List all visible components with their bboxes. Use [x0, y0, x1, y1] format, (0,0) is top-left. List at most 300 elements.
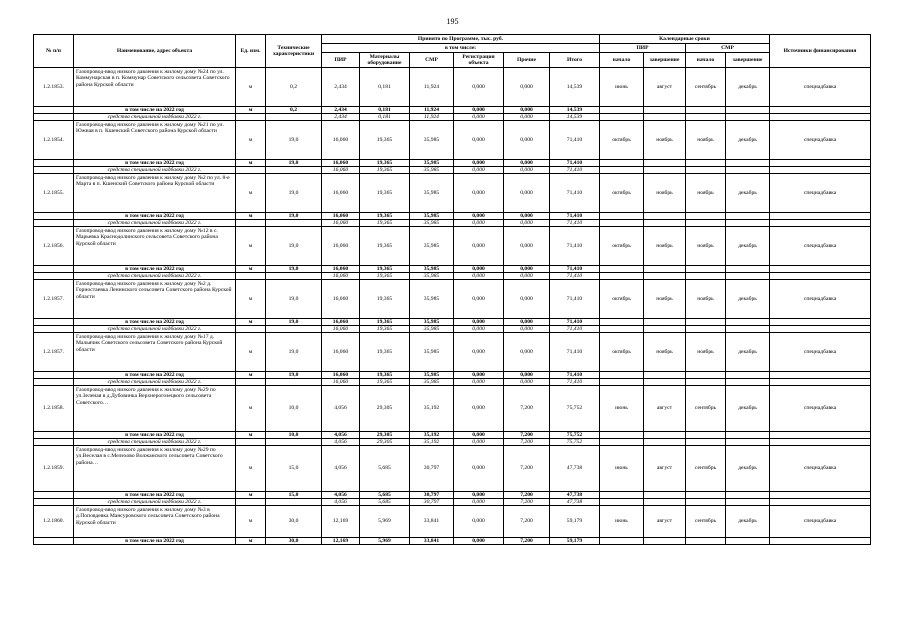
spec-reg: 0,000 [454, 220, 504, 227]
spec-empty [726, 273, 770, 280]
row-number: 1.2.1854. [34, 121, 74, 160]
subtotal-unit: м [236, 372, 266, 379]
subtotal-empty [600, 372, 644, 379]
subtotal-unit: м [236, 492, 266, 499]
unit: м [236, 333, 266, 372]
subtotal-smr: 30,797 [410, 492, 454, 499]
smr-value: 35,985 [410, 174, 454, 213]
subtotal-label: в том числе на 2022 год [74, 538, 236, 545]
spec-blank [34, 379, 74, 386]
table-row [34, 227, 871, 266]
subtotal-oth: 7,200 [504, 432, 550, 439]
special-surcharge-row [34, 114, 871, 121]
unit: м [236, 121, 266, 160]
col-start-pir: начало [600, 53, 644, 68]
tech-spec: 19,0 [266, 280, 322, 319]
other-value: 0,000 [504, 121, 550, 160]
subtotal-label: в том числе на 2022 год [74, 432, 236, 439]
smr-start: сентябрь [686, 446, 726, 492]
subtotal-mat: 29,305 [360, 432, 410, 439]
subtotal-row [34, 213, 871, 220]
pir-value: 16,060 [322, 333, 360, 372]
subtotal-smr: 35,985 [410, 266, 454, 273]
col-materials: Материалы оборудование [360, 53, 410, 68]
spec-empty [686, 220, 726, 227]
special-surcharge-row [34, 167, 871, 174]
funding-source: спецнадбавка [770, 121, 871, 160]
row-number: 1.2.1856. [34, 227, 74, 266]
spec-label: средства специальной надбавки 2022 г. [74, 439, 236, 446]
subtotal-reg: 0,000 [454, 266, 504, 273]
col-end-pir: завершение [644, 53, 686, 68]
pir-start: октябрь [600, 280, 644, 319]
total-value: 71,410 [550, 174, 600, 213]
subtotal-oth: 0,000 [504, 213, 550, 220]
spec-empty [266, 439, 322, 446]
spec-empty [686, 114, 726, 121]
pir-end: август [644, 506, 686, 538]
spec-oth: 0,000 [504, 379, 550, 386]
tech-spec: 30,0 [266, 506, 322, 538]
subtotal-empty [726, 432, 770, 439]
subtotal-empty [726, 372, 770, 379]
spec-pir: 16,060 [322, 326, 360, 333]
smr-start: сентябрь [686, 506, 726, 538]
pir-value: 16,060 [322, 280, 360, 319]
spec-empty [644, 273, 686, 280]
col-smr: СМР [410, 53, 454, 68]
pir-end: ноябрь [644, 333, 686, 372]
subtotal-unit: м [236, 319, 266, 326]
subtotal-empty [770, 432, 871, 439]
smr-end: декабрь [726, 227, 770, 266]
subtotal-empty [644, 107, 686, 114]
funding-source: спецнадбавка [770, 174, 871, 213]
col-start-smr: начало [686, 53, 726, 68]
spec-empty [726, 114, 770, 121]
subtotal-unit: м [236, 538, 266, 545]
spec-empty [236, 439, 266, 446]
subtotal-empty [600, 213, 644, 220]
other-value: 7,200 [504, 446, 550, 492]
subtotal-pir: 16,060 [322, 160, 360, 167]
subtotal-pir: 4,056 [322, 432, 360, 439]
table-body [34, 68, 871, 545]
subtotal-empty [600, 107, 644, 114]
subtotal-blank [34, 492, 74, 499]
special-surcharge-row [34, 326, 871, 333]
subtotal-empty [686, 538, 726, 545]
subtotal-pir: 4,056 [322, 492, 360, 499]
spec-empty [770, 326, 871, 333]
pir-end: ноябрь [644, 121, 686, 160]
subtotal-tech: 19,0 [266, 372, 322, 379]
materials-value: 5,685 [360, 446, 410, 492]
subtotal-label: в том числе на 2022 год [74, 160, 236, 167]
total-value: 71,410 [550, 121, 600, 160]
materials-value: 19,365 [360, 333, 410, 372]
subtotal-tech: 19,0 [266, 213, 322, 220]
subtotal-empty [770, 107, 871, 114]
subtotal-row [34, 538, 871, 545]
subtotal-empty [770, 319, 871, 326]
subtotal-row [34, 492, 871, 499]
materials-value: 0,181 [360, 68, 410, 107]
unit: м [236, 227, 266, 266]
subtotal-oth: 0,000 [504, 107, 550, 114]
tech-spec: 0,2 [266, 68, 322, 107]
other-value: 7,200 [504, 506, 550, 538]
subtotal-pir: 16,060 [322, 266, 360, 273]
spec-empty [266, 167, 322, 174]
spec-empty [686, 379, 726, 386]
col-unit: Ед. изм. [236, 35, 266, 68]
subtotal-tech: 19,0 [266, 319, 322, 326]
subtotal-empty [770, 266, 871, 273]
subtotal-unit: м [236, 266, 266, 273]
spec-empty [600, 326, 644, 333]
special-surcharge-row [34, 220, 871, 227]
spec-oth: 0,000 [504, 220, 550, 227]
materials-value: 19,365 [360, 227, 410, 266]
spec-empty [726, 326, 770, 333]
spec-oth: 7,200 [504, 499, 550, 506]
spec-mat: 19,365 [360, 220, 410, 227]
spec-empty [644, 220, 686, 227]
tech-spec: 19,0 [266, 174, 322, 213]
table-row [34, 386, 871, 432]
spec-smr: 35,985 [410, 167, 454, 174]
subtotal-blank [34, 266, 74, 273]
subtotal-reg: 0,000 [454, 107, 504, 114]
subtotal-mat: 0,181 [360, 107, 410, 114]
table-row [34, 333, 871, 372]
subtotal-label: в том числе на 2022 год [74, 492, 236, 499]
subtotal-blank [34, 160, 74, 167]
pir-start: октябрь [600, 227, 644, 266]
subtotal-empty [644, 319, 686, 326]
spec-pir: 2,434 [322, 114, 360, 121]
spec-empty [644, 379, 686, 386]
other-value: 0,000 [504, 227, 550, 266]
col-cal-pir: ПИР [600, 44, 686, 53]
spec-empty [644, 439, 686, 446]
row-number: 1.2.1853. [34, 68, 74, 107]
spec-label: средства специальной надбавки 2022 г. [74, 167, 236, 174]
subtotal-oth: 7,200 [504, 538, 550, 545]
row-number: 1.2.1859. [34, 446, 74, 492]
pir-end: ноябрь [644, 280, 686, 319]
object-name: Газопровод-ввод низкого давления к жилому дому №2 д. Горностаевка Ленинского сельсовета Советского района Курской области [74, 280, 236, 319]
col-accepted: Принято по Программе, тыс. руб. [322, 35, 600, 44]
spec-oth: 0,000 [504, 326, 550, 333]
subtotal-empty [644, 213, 686, 220]
spec-label: средства специальной надбавки 2022 г. [74, 326, 236, 333]
smr-end: декабрь [726, 446, 770, 492]
subtotal-empty [726, 213, 770, 220]
total-value: 14,539 [550, 68, 600, 107]
subtotal-unit: м [236, 213, 266, 220]
spec-empty [266, 220, 322, 227]
spec-empty [770, 167, 871, 174]
spec-tot: 71,410 [550, 326, 600, 333]
subtotal-empty [644, 372, 686, 379]
special-surcharge-row [34, 439, 871, 446]
subtotal-unit: м [236, 160, 266, 167]
spec-label: средства специальной надбавки 2022 г. [74, 499, 236, 506]
spec-blank [34, 167, 74, 174]
table-row [34, 174, 871, 213]
subtotal-reg: 0,000 [454, 432, 504, 439]
total-value: 71,410 [550, 227, 600, 266]
funding-source: спецнадбавка [770, 227, 871, 266]
subtotal-empty [600, 432, 644, 439]
funding-source: спецнадбавка [770, 506, 871, 538]
subtotal-empty [686, 319, 726, 326]
subtotal-tot: 71,410 [550, 319, 600, 326]
subtotal-blank [34, 213, 74, 220]
smr-value: 35,985 [410, 280, 454, 319]
subtotal-pir: 16,060 [322, 319, 360, 326]
spec-smr: 35,985 [410, 326, 454, 333]
object-name: Газопровод-ввод низкого давления к жилому дому №17 д. Мальячик Советского сельсовета Советского района Курской области [74, 333, 236, 372]
smr-end: декабрь [726, 174, 770, 213]
subtotal-empty [770, 372, 871, 379]
subtotal-empty [770, 538, 871, 545]
object-name: Газопровод-ввод низкого давления к жилому дому №29 по ул.Зеленая в д.Дубовинка Верхнерогозецкого сельсовета Советского… [74, 386, 236, 432]
spec-mat: 19,365 [360, 167, 410, 174]
subtotal-empty [686, 107, 726, 114]
subtotal-empty [686, 266, 726, 273]
subtotal-smr: 35,985 [410, 319, 454, 326]
spec-blank [34, 439, 74, 446]
subtotal-row [34, 107, 871, 114]
total-value: 71,410 [550, 280, 600, 319]
spec-empty [236, 326, 266, 333]
subtotal-tot: 71,410 [550, 372, 600, 379]
pir-value: 16,060 [322, 227, 360, 266]
funding-source: спецнадбавка [770, 280, 871, 319]
subtotal-tot: 59,179 [550, 538, 600, 545]
subtotal-empty [600, 492, 644, 499]
registration-value: 0,000 [454, 68, 504, 107]
row-number: 1.2.1857. [34, 280, 74, 319]
registration-value: 0,000 [454, 386, 504, 432]
object-name: Газопровод-ввод низкого давления к жилому дому №3 в д.Поповдевка Мансуровского сельсовета Советского района Курской области [74, 506, 236, 538]
spec-pir: 16,060 [322, 167, 360, 174]
spec-empty [266, 326, 322, 333]
spec-label: средства специальной надбавки 2022 г. [74, 220, 236, 227]
spec-mat: 19,365 [360, 273, 410, 280]
pir-end: ноябрь [644, 174, 686, 213]
spec-empty [770, 220, 871, 227]
funding-source: спецнадбавка [770, 68, 871, 107]
subtotal-empty [644, 432, 686, 439]
row-number: 1.2.1855. [34, 174, 74, 213]
table-row [34, 121, 871, 160]
spec-empty [686, 439, 726, 446]
smr-start: ноябрь [686, 227, 726, 266]
subtotal-mat: 19,365 [360, 160, 410, 167]
col-other: Прочие [504, 53, 550, 68]
spec-oth: 0,000 [504, 114, 550, 121]
subtotal-empty [726, 492, 770, 499]
spec-empty [770, 439, 871, 446]
pir-start: октябрь [600, 174, 644, 213]
smr-start: сентябрь [686, 386, 726, 432]
spec-mat: 29,305 [360, 439, 410, 446]
spec-empty [236, 273, 266, 280]
subtotal-pir: 12,169 [322, 538, 360, 545]
spec-blank [34, 220, 74, 227]
registration-value: 0,000 [454, 280, 504, 319]
smr-value: 33,841 [410, 506, 454, 538]
unit: м [236, 174, 266, 213]
col-pir: ПИР [322, 53, 360, 68]
spec-empty [726, 379, 770, 386]
subtotal-empty [644, 160, 686, 167]
col-num: № п/п [34, 35, 74, 68]
smr-value: 35,985 [410, 333, 454, 372]
spec-smr: 11,924 [410, 114, 454, 121]
smr-start: ноябрь [686, 174, 726, 213]
spec-reg: 0,000 [454, 167, 504, 174]
spec-empty [600, 220, 644, 227]
spec-smr: 35,985 [410, 220, 454, 227]
subtotal-tech: 0,2 [266, 107, 322, 114]
subtotal-reg: 0,000 [454, 160, 504, 167]
subtotal-row [34, 160, 871, 167]
unit: м [236, 386, 266, 432]
subtotal-empty [600, 266, 644, 273]
subtotal-tot: 71,410 [550, 266, 600, 273]
subtotal-empty [686, 492, 726, 499]
smr-value: 11,924 [410, 68, 454, 107]
spec-empty [686, 273, 726, 280]
object-name: Газопровод-ввод низкого давления к жилому дому №2 по ул. 8-е Марта в п. Кшенский Советского района Курской области [74, 174, 236, 213]
spec-empty [686, 499, 726, 506]
subtotal-row [34, 372, 871, 379]
pir-end: август [644, 446, 686, 492]
subtotal-tech: 30,0 [266, 538, 322, 545]
col-total: Итого [550, 53, 600, 68]
subtotal-mat: 19,365 [360, 372, 410, 379]
funding-source: спецнадбавка [770, 386, 871, 432]
subtotal-empty [726, 266, 770, 273]
materials-value: 19,365 [360, 121, 410, 160]
subtotal-pir: 16,060 [322, 372, 360, 379]
unit: м [236, 280, 266, 319]
subtotal-mat: 5,969 [360, 538, 410, 545]
subtotal-empty [726, 319, 770, 326]
pir-value: 16,060 [322, 174, 360, 213]
spec-empty [236, 114, 266, 121]
total-value: 75,752 [550, 386, 600, 432]
spec-reg: 0,000 [454, 114, 504, 121]
subtotal-row [34, 432, 871, 439]
materials-value: 29,305 [360, 386, 410, 432]
materials-value: 19,365 [360, 280, 410, 319]
spec-label: средства специальной надбавки 2022 г. [74, 379, 236, 386]
pir-value: 16,060 [322, 121, 360, 160]
spec-mat: 0,181 [360, 114, 410, 121]
subtotal-empty [600, 538, 644, 545]
spec-empty [726, 220, 770, 227]
spec-pir: 16,060 [322, 379, 360, 386]
registration-value: 0,000 [454, 121, 504, 160]
subtotal-reg: 0,000 [454, 538, 504, 545]
pir-end: ноябрь [644, 227, 686, 266]
subtotal-oth: 0,000 [504, 319, 550, 326]
pir-start: июнь [600, 506, 644, 538]
subtotal-empty [770, 492, 871, 499]
spec-tot: 71,410 [550, 167, 600, 174]
subtotal-empty [644, 266, 686, 273]
subtotal-tech: 19,0 [266, 160, 322, 167]
row-number: 1.2.1860. [34, 506, 74, 538]
spec-empty [266, 273, 322, 280]
subtotal-tech: 15,0 [266, 492, 322, 499]
spec-smr: 30,797 [410, 499, 454, 506]
subtotal-label: в том числе на 2022 год [74, 319, 236, 326]
pir-end: август [644, 68, 686, 107]
subtotal-oth: 0,000 [504, 372, 550, 379]
tech-spec: 19,0 [266, 121, 322, 160]
subtotal-empty [770, 213, 871, 220]
spec-empty [644, 114, 686, 121]
subtotal-empty [726, 107, 770, 114]
subtotal-label: в том числе на 2022 год [74, 213, 236, 220]
object-name: Газопровод-ввод низкого давления к жилому дому №12 в с. Марьевка Краснодолинского сельсовета Советского района Курской области [74, 227, 236, 266]
subtotal-unit: м [236, 107, 266, 114]
smr-value: 35,985 [410, 227, 454, 266]
special-surcharge-row [34, 499, 871, 506]
spec-empty [726, 439, 770, 446]
subtotal-empty [686, 160, 726, 167]
subtotal-empty [686, 372, 726, 379]
subtotal-smr: 35,985 [410, 160, 454, 167]
spec-empty [770, 499, 871, 506]
spec-empty [770, 273, 871, 280]
total-value: 47,738 [550, 446, 600, 492]
subtotal-smr: 35,985 [410, 372, 454, 379]
subtotal-label: в том числе на 2022 год [74, 372, 236, 379]
subtotal-unit: м [236, 432, 266, 439]
spec-empty [600, 439, 644, 446]
spec-empty [686, 326, 726, 333]
subtotal-mat: 19,365 [360, 319, 410, 326]
subtotal-blank [34, 538, 74, 545]
unit: м [236, 68, 266, 107]
object-name: Газопровод-ввод низкого давления к жилому дому №29 по ул.Веселая в с.Мелехово Волжанского сельсовета Советского района… [74, 446, 236, 492]
subtotal-pir: 16,060 [322, 213, 360, 220]
page-number: 195 [446, 17, 459, 26]
subtotal-blank [34, 372, 74, 379]
table-row [34, 506, 871, 538]
pir-start: июнь [600, 446, 644, 492]
smr-value: 35,985 [410, 121, 454, 160]
smr-start: ноябрь [686, 280, 726, 319]
spec-reg: 0,000 [454, 326, 504, 333]
pir-end: август [644, 386, 686, 432]
spec-oth: 0,000 [504, 167, 550, 174]
other-value: 0,000 [504, 333, 550, 372]
spec-empty [644, 499, 686, 506]
unit: м [236, 446, 266, 492]
spec-empty [600, 114, 644, 121]
subtotal-row [34, 266, 871, 273]
spec-tot: 71,410 [550, 220, 600, 227]
